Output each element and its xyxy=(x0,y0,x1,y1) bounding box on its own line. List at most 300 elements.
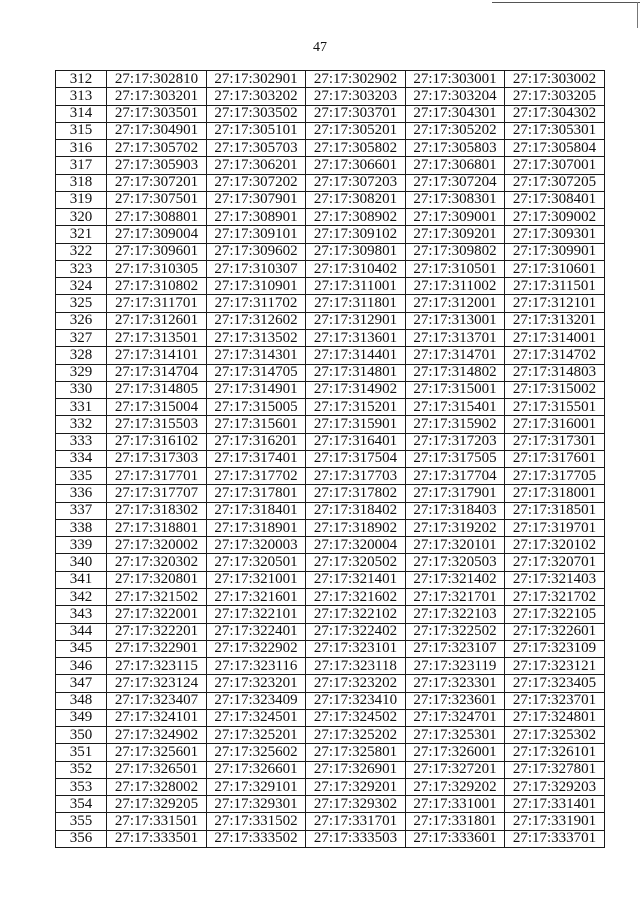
table-row xyxy=(56,105,605,122)
cadastral-number-cell: 27:17:318402 xyxy=(306,502,406,519)
table-row xyxy=(56,381,605,398)
cadastral-number-cell: 27:17:305903 xyxy=(107,157,207,174)
cadastral-number-cell: 27:17:326901 xyxy=(306,761,406,778)
cadastral-number-cell: 27:17:312101 xyxy=(505,295,605,312)
cadastral-number-cell: 27:17:310802 xyxy=(107,278,207,295)
cadastral-number-cell: 27:17:317401 xyxy=(207,450,306,467)
cadastral-number-cell: 27:17:320004 xyxy=(306,537,406,554)
cadastral-number-cell: 27:17:312601 xyxy=(107,312,207,329)
row-number: 318 xyxy=(56,174,107,191)
table-row xyxy=(56,640,605,657)
cadastral-number-cell: 27:17:315503 xyxy=(107,416,207,433)
cadastral-number-cell: 27:17:308902 xyxy=(306,209,406,226)
cadastral-number-cell: 27:17:315001 xyxy=(406,381,505,398)
cadastral-number-cell: 27:17:326601 xyxy=(207,761,306,778)
cadastral-number-cell: 27:17:302901 xyxy=(207,71,306,88)
cadastral-number-cell: 27:17:314705 xyxy=(207,364,306,381)
cadastral-number-cell: 27:17:317801 xyxy=(207,485,306,502)
cadastral-number-cell: 27:17:309002 xyxy=(505,209,605,226)
table-row xyxy=(56,71,605,88)
cadastral-number-cell: 27:17:303202 xyxy=(207,88,306,105)
table-row xyxy=(56,450,605,467)
row-number: 344 xyxy=(56,623,107,640)
cadastral-number-cell: 27:17:311701 xyxy=(107,295,207,312)
row-number: 326 xyxy=(56,312,107,329)
table-row xyxy=(56,554,605,571)
cadastral-number-cell: 27:17:311002 xyxy=(406,278,505,295)
cadastral-number-cell: 27:17:309102 xyxy=(306,226,406,243)
cadastral-number-cell: 27:17:311702 xyxy=(207,295,306,312)
cadastral-number-cell: 27:17:315201 xyxy=(306,399,406,416)
cadastral-number-cell: 27:17:310501 xyxy=(406,260,505,277)
cadastral-number-cell: 27:17:315501 xyxy=(505,399,605,416)
cadastral-number-cell: 27:17:308201 xyxy=(306,191,406,208)
cadastral-number-cell: 27:17:310305 xyxy=(107,260,207,277)
row-number: 338 xyxy=(56,519,107,536)
table-row xyxy=(56,209,605,226)
table-row xyxy=(56,157,605,174)
cadastral-number-cell: 27:17:331501 xyxy=(107,813,207,830)
row-number: 348 xyxy=(56,692,107,709)
cadastral-number-cell: 27:17:314702 xyxy=(505,347,605,364)
cadastral-number-cell: 27:17:315401 xyxy=(406,399,505,416)
row-number: 353 xyxy=(56,778,107,795)
cadastral-number-cell: 27:17:333701 xyxy=(505,830,605,847)
cadastral-number-cell: 27:17:318801 xyxy=(107,519,207,536)
cadastral-number-cell: 27:17:311801 xyxy=(306,295,406,312)
cadastral-number-cell: 27:17:323118 xyxy=(306,658,406,675)
row-number: 320 xyxy=(56,209,107,226)
row-number: 328 xyxy=(56,347,107,364)
row-number: 343 xyxy=(56,606,107,623)
cadastral-number-cell: 27:17:311501 xyxy=(505,278,605,295)
cadastral-number-cell: 27:17:309201 xyxy=(406,226,505,243)
row-number: 345 xyxy=(56,640,107,657)
cadastral-number-cell: 27:17:323124 xyxy=(107,675,207,692)
cadastral-number-cell: 27:17:313001 xyxy=(406,312,505,329)
cadastral-number-cell: 27:17:315901 xyxy=(306,416,406,433)
cadastral-number-cell: 27:17:329302 xyxy=(306,796,406,813)
cadastral-number-cell: 27:17:324701 xyxy=(406,709,505,726)
cadastral-number-cell: 27:17:303203 xyxy=(306,88,406,105)
cadastral-number-cell: 27:17:307001 xyxy=(505,157,605,174)
cadastral-number-cell: 27:17:325302 xyxy=(505,727,605,744)
cadastral-number-cell: 27:17:317701 xyxy=(107,468,207,485)
cadastral-number-cell: 27:17:316401 xyxy=(306,433,406,450)
cadastral-number-cell: 27:17:320502 xyxy=(306,554,406,571)
table-row xyxy=(56,778,605,795)
cadastral-number-cell: 27:17:314401 xyxy=(306,347,406,364)
cadastral-number-cell: 27:17:322201 xyxy=(107,623,207,640)
cadastral-number-cell: 27:17:305702 xyxy=(107,140,207,157)
row-number: 331 xyxy=(56,399,107,416)
cadastral-number-cell: 27:17:314901 xyxy=(207,381,306,398)
cadastral-number-cell: 27:17:317505 xyxy=(406,450,505,467)
cadastral-number-cell: 27:17:305202 xyxy=(406,122,505,139)
cadastral-number-cell: 27:17:318001 xyxy=(505,485,605,502)
cadastral-number-cell: 27:17:322101 xyxy=(207,606,306,623)
cadastral-number-cell: 27:17:317802 xyxy=(306,485,406,502)
row-number: 351 xyxy=(56,744,107,761)
cadastral-number-cell: 27:17:303502 xyxy=(207,105,306,122)
row-number: 342 xyxy=(56,588,107,605)
table-row xyxy=(56,796,605,813)
cadastral-number-cell: 27:17:325602 xyxy=(207,744,306,761)
table-row xyxy=(56,347,605,364)
row-number: 333 xyxy=(56,433,107,450)
cadastral-number-cell: 27:17:323701 xyxy=(505,692,605,709)
cadastral-number-cell: 27:17:312901 xyxy=(306,312,406,329)
cadastral-number-cell: 27:17:303201 xyxy=(107,88,207,105)
cadastral-number-cell: 27:17:323121 xyxy=(505,658,605,675)
cadastral-number-cell: 27:17:324501 xyxy=(207,709,306,726)
table-row xyxy=(56,191,605,208)
cadastral-number-cell: 27:17:315601 xyxy=(207,416,306,433)
cadastral-number-cell: 27:17:303002 xyxy=(505,71,605,88)
cadastral-number-cell: 27:17:318302 xyxy=(107,502,207,519)
cadastral-number-cell: 27:17:323201 xyxy=(207,675,306,692)
cadastral-number-cell: 27:17:307204 xyxy=(406,174,505,191)
cadastral-number-cell: 27:17:322901 xyxy=(107,640,207,657)
table-row xyxy=(56,623,605,640)
table-row xyxy=(56,606,605,623)
cadastral-number-cell: 27:17:321001 xyxy=(207,571,306,588)
cadastral-number-cell: 27:17:303001 xyxy=(406,71,505,88)
table-row xyxy=(56,140,605,157)
cadastral-number-cell: 27:17:307901 xyxy=(207,191,306,208)
cadastral-number-cell: 27:17:320302 xyxy=(107,554,207,571)
table-row xyxy=(56,416,605,433)
row-number: 321 xyxy=(56,226,107,243)
cadastral-number-cell: 27:17:320801 xyxy=(107,571,207,588)
table-row xyxy=(56,537,605,554)
cadastral-number-cell: 27:17:331701 xyxy=(306,813,406,830)
cadastral-number-cell: 27:17:329202 xyxy=(406,778,505,795)
cadastral-number-cell: 27:17:314704 xyxy=(107,364,207,381)
row-number: 350 xyxy=(56,727,107,744)
cadastral-number-cell: 27:17:314801 xyxy=(306,364,406,381)
cadastral-number-cell: 27:17:323410 xyxy=(306,692,406,709)
cadastral-number-cell: 27:17:325202 xyxy=(306,727,406,744)
table-row xyxy=(56,485,605,502)
row-number: 352 xyxy=(56,761,107,778)
cadastral-number-cell: 27:17:321402 xyxy=(406,571,505,588)
cadastral-number-cell: 27:17:320701 xyxy=(505,554,605,571)
cadastral-number-cell: 27:17:308301 xyxy=(406,191,505,208)
cadastral-number-cell: 27:17:316201 xyxy=(207,433,306,450)
cadastral-number-cell: 27:17:324502 xyxy=(306,709,406,726)
cadastral-number-cell: 27:17:309801 xyxy=(306,243,406,260)
cadastral-number-cell: 27:17:320003 xyxy=(207,537,306,554)
cadastral-number-cell: 27:17:325201 xyxy=(207,727,306,744)
cadastral-number-cell: 27:17:322105 xyxy=(505,606,605,623)
table-row xyxy=(56,502,605,519)
row-number: 325 xyxy=(56,295,107,312)
cadastral-number-cell: 27:17:323119 xyxy=(406,658,505,675)
cadastral-number-cell: 27:17:307201 xyxy=(107,174,207,191)
table-row xyxy=(56,243,605,260)
scan-edge-artifact xyxy=(637,2,638,28)
row-number: 323 xyxy=(56,260,107,277)
table-row xyxy=(56,468,605,485)
cadastral-number-cell: 27:17:321602 xyxy=(306,588,406,605)
cadastral-number-cell: 27:17:324801 xyxy=(505,709,605,726)
table-row xyxy=(56,588,605,605)
cadastral-number-cell: 27:17:321502 xyxy=(107,588,207,605)
cadastral-number-cell: 27:17:317705 xyxy=(505,468,605,485)
cadastral-number-table xyxy=(55,70,605,848)
cadastral-number-cell: 27:17:333601 xyxy=(406,830,505,847)
table-row xyxy=(56,295,605,312)
cadastral-number-cell: 27:17:323109 xyxy=(505,640,605,657)
cadastral-number-cell: 27:17:304901 xyxy=(107,122,207,139)
row-number: 356 xyxy=(56,830,107,847)
cadastral-number-cell: 27:17:324902 xyxy=(107,727,207,744)
cadastral-number-cell: 27:17:323301 xyxy=(406,675,505,692)
cadastral-number-cell: 27:17:308901 xyxy=(207,209,306,226)
row-number: 336 xyxy=(56,485,107,502)
cadastral-number-cell: 27:17:320503 xyxy=(406,554,505,571)
row-number: 317 xyxy=(56,157,107,174)
cadastral-number-cell: 27:17:321702 xyxy=(505,588,605,605)
cadastral-number-cell: 27:17:305703 xyxy=(207,140,306,157)
row-number: 313 xyxy=(56,88,107,105)
cadastral-number-cell: 27:17:315002 xyxy=(505,381,605,398)
cadastral-number-cell: 27:17:317203 xyxy=(406,433,505,450)
cadastral-number-cell: 27:17:314101 xyxy=(107,347,207,364)
cadastral-number-cell: 27:17:305201 xyxy=(306,122,406,139)
cadastral-number-cell: 27:17:328002 xyxy=(107,778,207,795)
cadastral-number-cell: 27:17:313701 xyxy=(406,329,505,346)
cadastral-number-cell: 27:17:314001 xyxy=(505,329,605,346)
table-row xyxy=(56,813,605,830)
row-number: 355 xyxy=(56,813,107,830)
cadastral-number-cell: 27:17:314802 xyxy=(406,364,505,381)
cadastral-number-cell: 27:17:317504 xyxy=(306,450,406,467)
cadastral-number-cell: 27:17:323101 xyxy=(306,640,406,657)
cadastral-number-cell: 27:17:325301 xyxy=(406,727,505,744)
cadastral-number-cell: 27:17:314301 xyxy=(207,347,306,364)
cadastral-number-cell: 27:17:317707 xyxy=(107,485,207,502)
cadastral-number-cell: 27:17:309004 xyxy=(107,226,207,243)
table-row xyxy=(56,364,605,381)
row-number: 322 xyxy=(56,243,107,260)
table-row xyxy=(56,571,605,588)
cadastral-number-cell: 27:17:331801 xyxy=(406,813,505,830)
cadastral-number-cell: 27:17:302810 xyxy=(107,71,207,88)
cadastral-number-cell: 27:17:314803 xyxy=(505,364,605,381)
cadastral-number-cell: 27:17:309001 xyxy=(406,209,505,226)
cadastral-number-cell: 27:17:327801 xyxy=(505,761,605,778)
cadastral-number-cell: 27:17:310402 xyxy=(306,260,406,277)
table-row xyxy=(56,744,605,761)
cadastral-number-cell: 27:17:317901 xyxy=(406,485,505,502)
cadastral-number-cell: 27:17:323116 xyxy=(207,658,306,675)
cadastral-number-cell: 27:17:318403 xyxy=(406,502,505,519)
cadastral-number-cell: 27:17:320102 xyxy=(505,537,605,554)
cadastral-number-cell: 27:17:309301 xyxy=(505,226,605,243)
cadastral-number-cell: 27:17:312602 xyxy=(207,312,306,329)
cadastral-number-cell: 27:17:313201 xyxy=(505,312,605,329)
row-number: 334 xyxy=(56,450,107,467)
row-number: 315 xyxy=(56,122,107,139)
cadastral-number-cell: 27:17:314701 xyxy=(406,347,505,364)
cadastral-number-cell: 27:17:313601 xyxy=(306,329,406,346)
cadastral-number-cell: 27:17:309802 xyxy=(406,243,505,260)
table-row xyxy=(56,88,605,105)
cadastral-number-cell: 27:17:322001 xyxy=(107,606,207,623)
cadastral-number-cell: 27:17:313502 xyxy=(207,329,306,346)
cadastral-number-cell: 27:17:322402 xyxy=(306,623,406,640)
cadastral-number-cell: 27:17:322902 xyxy=(207,640,306,657)
cadastral-number-cell: 27:17:314902 xyxy=(306,381,406,398)
cadastral-number-cell: 27:17:309602 xyxy=(207,243,306,260)
row-number: 324 xyxy=(56,278,107,295)
cadastral-number-cell: 27:17:310601 xyxy=(505,260,605,277)
cadastral-number-cell: 27:17:321601 xyxy=(207,588,306,605)
cadastral-number-cell: 27:17:327201 xyxy=(406,761,505,778)
cadastral-number-cell: 27:17:321701 xyxy=(406,588,505,605)
cadastral-number-cell: 27:17:319701 xyxy=(505,519,605,536)
cadastral-number-cell: 27:17:305804 xyxy=(505,140,605,157)
row-number: 339 xyxy=(56,537,107,554)
cadastral-number-cell: 27:17:320002 xyxy=(107,537,207,554)
cadastral-number-cell: 27:17:317702 xyxy=(207,468,306,485)
cadastral-number-cell: 27:17:309901 xyxy=(505,243,605,260)
table-row xyxy=(56,727,605,744)
row-number: 341 xyxy=(56,571,107,588)
table-row xyxy=(56,761,605,778)
cadastral-number-cell: 27:17:308401 xyxy=(505,191,605,208)
cadastral-number-cell: 27:17:315004 xyxy=(107,399,207,416)
table-row xyxy=(56,260,605,277)
cadastral-number-cell: 27:17:323405 xyxy=(505,675,605,692)
cadastral-number-cell: 27:17:326501 xyxy=(107,761,207,778)
cadastral-number-cell: 27:17:331001 xyxy=(406,796,505,813)
row-number: 329 xyxy=(56,364,107,381)
cadastral-number-cell: 27:17:331401 xyxy=(505,796,605,813)
table-row xyxy=(56,122,605,139)
cadastral-number-cell: 27:17:316001 xyxy=(505,416,605,433)
cadastral-number-cell: 27:17:309101 xyxy=(207,226,306,243)
row-number: 327 xyxy=(56,329,107,346)
cadastral-number-cell: 27:17:307202 xyxy=(207,174,306,191)
cadastral-number-cell: 27:17:309601 xyxy=(107,243,207,260)
table-row xyxy=(56,675,605,692)
cadastral-number-cell: 27:17:331502 xyxy=(207,813,306,830)
cadastral-number-cell: 27:17:304302 xyxy=(505,105,605,122)
cadastral-number-cell: 27:17:333503 xyxy=(306,830,406,847)
table-row xyxy=(56,278,605,295)
row-number: 346 xyxy=(56,658,107,675)
cadastral-number-cell: 27:17:321403 xyxy=(505,571,605,588)
cadastral-number-cell: 27:17:329203 xyxy=(505,778,605,795)
cadastral-number-cell: 27:17:329301 xyxy=(207,796,306,813)
cadastral-number-cell: 27:17:323115 xyxy=(107,658,207,675)
cadastral-table-body xyxy=(56,71,605,848)
cadastral-number-cell: 27:17:318902 xyxy=(306,519,406,536)
table-row xyxy=(56,658,605,675)
cadastral-number-cell: 27:17:320501 xyxy=(207,554,306,571)
cadastral-number-cell: 27:17:317704 xyxy=(406,468,505,485)
row-number: 332 xyxy=(56,416,107,433)
cadastral-number-cell: 27:17:306801 xyxy=(406,157,505,174)
cadastral-number-cell: 27:17:306601 xyxy=(306,157,406,174)
cadastral-number-cell: 27:17:322401 xyxy=(207,623,306,640)
table-row xyxy=(56,399,605,416)
cadastral-number-cell: 27:17:323409 xyxy=(207,692,306,709)
table-row xyxy=(56,329,605,346)
cadastral-number-cell: 27:17:305301 xyxy=(505,122,605,139)
cadastral-number-cell: 27:17:318501 xyxy=(505,502,605,519)
cadastral-number-cell: 27:17:320101 xyxy=(406,537,505,554)
scan-edge-artifact xyxy=(492,2,640,3)
cadastral-number-cell: 27:17:311001 xyxy=(306,278,406,295)
cadastral-number-cell: 27:17:305802 xyxy=(306,140,406,157)
cadastral-number-cell: 27:17:325601 xyxy=(107,744,207,761)
row-number: 312 xyxy=(56,71,107,88)
table-row xyxy=(56,709,605,726)
table-row xyxy=(56,692,605,709)
cadastral-number-cell: 27:17:310307 xyxy=(207,260,306,277)
row-number: 335 xyxy=(56,468,107,485)
cadastral-number-cell: 27:17:333501 xyxy=(107,830,207,847)
table-row xyxy=(56,312,605,329)
cadastral-number-cell: 27:17:317301 xyxy=(505,433,605,450)
cadastral-number-cell: 27:17:315005 xyxy=(207,399,306,416)
cadastral-number-cell: 27:17:305101 xyxy=(207,122,306,139)
cadastral-number-cell: 27:17:331901 xyxy=(505,813,605,830)
cadastral-number-cell: 27:17:323407 xyxy=(107,692,207,709)
cadastral-number-cell: 27:17:333502 xyxy=(207,830,306,847)
cadastral-number-cell: 27:17:307203 xyxy=(306,174,406,191)
cadastral-number-cell: 27:17:302902 xyxy=(306,71,406,88)
cadastral-number-cell: 27:17:323107 xyxy=(406,640,505,657)
cadastral-number-cell: 27:17:307205 xyxy=(505,174,605,191)
cadastral-number-cell: 27:17:307501 xyxy=(107,191,207,208)
cadastral-number-cell: 27:17:329201 xyxy=(306,778,406,795)
cadastral-number-cell: 27:17:324101 xyxy=(107,709,207,726)
cadastral-number-cell: 27:17:329205 xyxy=(107,796,207,813)
cadastral-number-cell: 27:17:303501 xyxy=(107,105,207,122)
cadastral-number-cell: 27:17:319202 xyxy=(406,519,505,536)
table-row xyxy=(56,433,605,450)
table-row xyxy=(56,174,605,191)
row-number: 347 xyxy=(56,675,107,692)
row-number: 337 xyxy=(56,502,107,519)
cadastral-number-cell: 27:17:322102 xyxy=(306,606,406,623)
cadastral-number-cell: 27:17:305803 xyxy=(406,140,505,157)
row-number: 330 xyxy=(56,381,107,398)
row-number: 349 xyxy=(56,709,107,726)
cadastral-number-cell: 27:17:326001 xyxy=(406,744,505,761)
cadastral-number-cell: 27:17:325801 xyxy=(306,744,406,761)
cadastral-number-cell: 27:17:303205 xyxy=(505,88,605,105)
page-number: 47 xyxy=(313,40,327,55)
cadastral-number-cell: 27:17:322601 xyxy=(505,623,605,640)
cadastral-number-cell: 27:17:306201 xyxy=(207,157,306,174)
row-number: 316 xyxy=(56,140,107,157)
cadastral-number-cell: 27:17:322103 xyxy=(406,606,505,623)
cadastral-number-cell: 27:17:308801 xyxy=(107,209,207,226)
cadastral-number-cell: 27:17:304301 xyxy=(406,105,505,122)
cadastral-number-cell: 27:17:317601 xyxy=(505,450,605,467)
cadastral-number-cell: 27:17:312001 xyxy=(406,295,505,312)
row-number: 319 xyxy=(56,191,107,208)
cadastral-number-cell: 27:17:318401 xyxy=(207,502,306,519)
cadastral-number-cell: 27:17:316102 xyxy=(107,433,207,450)
table-row xyxy=(56,226,605,243)
